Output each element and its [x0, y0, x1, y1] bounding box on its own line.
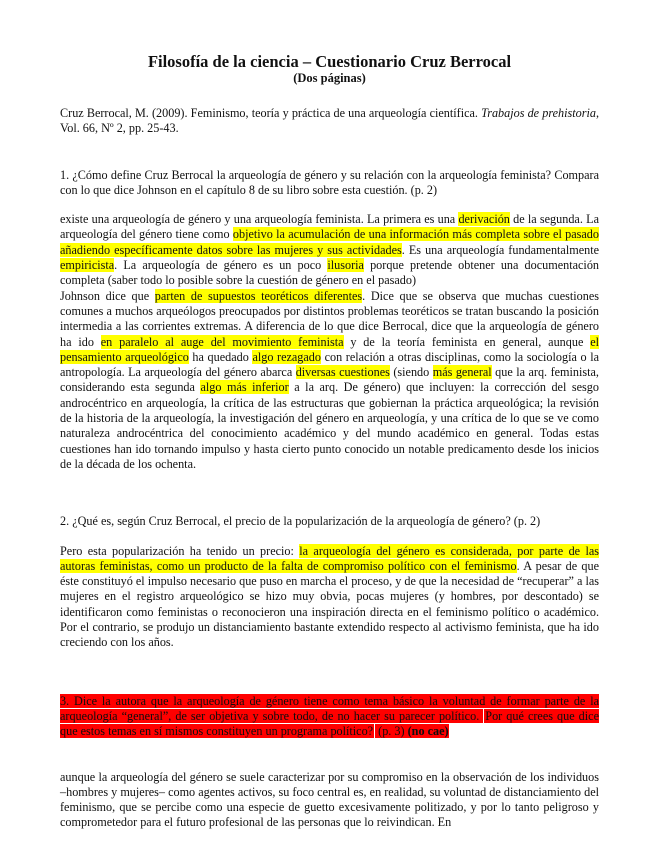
- highlighted-text: derivación: [458, 212, 510, 227]
- answer-text: . La arqueología de género es un poco: [114, 258, 328, 273]
- answer-text: y de la teoría feminista en general, aunque: [343, 334, 591, 349]
- question-3-boxed: Por qué crees que dice que estos temas en sí mismos constituyen un programa político?: [60, 708, 599, 739]
- highlighted-text: en paralelo al auge del movimiento feminista: [100, 334, 344, 349]
- answer-text: . Dice que se observa que muchas cuestiones comunes a muchos arqueólogos preocupados por distintos problemas teoréticos se tratan buscando la posición intermedia a las corrientes extremas. A diferencia de lo que dice Berrocal, dice que la arqueología de género ha ido: [60, 288, 599, 349]
- question-3-highlight: [60, 694, 599, 739]
- answer-text: existe una arqueología de género y una arqueología feminista. La primera es una: [60, 212, 459, 227]
- answer-text: (siendo: [389, 365, 433, 380]
- document-subtitle: (Dos páginas): [293, 71, 366, 85]
- question-2: 2. ¿Qué es, según Cruz Berrocal, el precio de la popularización de la arqueología de género? (p. 2): [60, 514, 541, 529]
- question-3: [60, 694, 599, 740]
- answer-2: [60, 544, 599, 651]
- answer-text: porque pretende obtener una documentación completa (saber todo lo posible sobre la cuestión de género en el pasado): [60, 258, 600, 288]
- highlighted-text: algo rezagado: [252, 349, 321, 364]
- highlighted-text: parten de supuestos teoréticos diferentes: [154, 288, 363, 303]
- reference-authors: Cruz Berrocal, M. (2009). Feminismo, teoría y práctica de una arqueología científica.: [60, 106, 482, 120]
- answer-text: Pero esta popularización ha tenido un precio:: [60, 543, 300, 558]
- highlighted-text: ilusoria: [327, 258, 364, 273]
- bibliographic-reference: [60, 106, 599, 137]
- highlighted-text: más general: [432, 365, 492, 380]
- answer-text: de la segunda. La arqueología del género tiene como: [60, 212, 599, 242]
- question-1: 1. ¿Cómo define Cruz Berrocal la arqueología de género y su relación con la arqueología feminista? Compara con lo que dice Johnson en el capítulo 8 de su libro sobre esta cuestión. (p. 2): [60, 167, 599, 197]
- highlighted-text: empiricista: [60, 258, 115, 273]
- question-3-page: (p. 3): [375, 724, 408, 739]
- answer-1-paragraph-1: [60, 212, 599, 288]
- highlighted-text: la arqueología del género es considerada, por parte de las autoras feministas, como un producto de la falta de compromiso político con el feminismo: [60, 543, 599, 573]
- answer-text: . Es una arqueología fundamentalmente: [401, 242, 599, 257]
- question-3-tag: (no cae): [407, 724, 449, 739]
- document-title: Filosofía de la ciencia – Cuestionario Cruz Berrocal: [147, 52, 512, 71]
- answer-text: . A pesar de que éste constituyó el impulso necesario que puso en marcha el proceso, y de que la necesidad de “recuperar” a las mujeres en el registro arqueológico se hizo muy obvia, pocas mujeres (y hombres, por descontado) se identificaron como feministas o reconocieron una inspiración directa en el feminismo político o académico. Por el contrario, se produjo un distanciamiento bastante extendido respecto al activismo feminista, que ha ido creciendo con los años.: [60, 558, 599, 650]
- highlighted-text: el pensamiento arqueológico: [60, 334, 600, 364]
- reference-journal: Trabajos de prehistoria: [481, 106, 596, 120]
- answer-text: a la arq. De género) que incluyen: la corrección del sesgo androcéntrico en arqueología, la crítica de las estructuras que gobiernan la práctica arqueológica; la revisión de la historia de la arqueología, la investigación del género en arqueología, y una crítica de lo que se ve como naturaleza androcéntrica del conocimiento académico y del mundo académico en general. Todas estas cuestiones han ido tornando impulso y hasta cierto punto conocido un notable predicamento desde los inicios de la década de los ochenta.: [60, 380, 599, 471]
- answer-text: Johnson dice que: [60, 288, 155, 303]
- highlighted-text: diversas cuestiones: [295, 365, 390, 380]
- answer-text: que la arq. feminista, considerando esta segunda: [60, 365, 599, 395]
- highlighted-text: objetivo la acumulación de una información más completa sobre el pasado añadiendo específicamente datos sobre las mujeres y sus actividades: [60, 227, 599, 257]
- answer-1-paragraph-2: [60, 289, 599, 473]
- answer-text: con relación a otras disciplinas, como la sociología o la antropología. La arqueología del género abarca: [60, 349, 599, 380]
- highlighted-text: algo más inferior: [200, 380, 289, 395]
- answer-3: aunque la arqueología del género se suele caracterizar por su compromiso en la observación de los individuos –hombres y mujeres– como agentes activos, su foco central es, en realidad, su voluntad de distanciamiento del feminismo, que se percibe como una especie de guetto excesivamente politizado, y por lo tanto peligroso y comprometedor para el futuro profesional de las personas que lo reivindican. En: [60, 769, 599, 830]
- question-3-main: 3. Dice la autora que la arqueología de género tiene como tema básico la voluntad de formar parte de la arqueología “general”, de ser objetiva y sobre todo, de no hacer su parecer político.: [60, 693, 599, 723]
- answer-text: ha quedado: [188, 349, 253, 364]
- reference-details: , Vol. 66, Nº 2, pp. 25-43.: [60, 106, 599, 136]
